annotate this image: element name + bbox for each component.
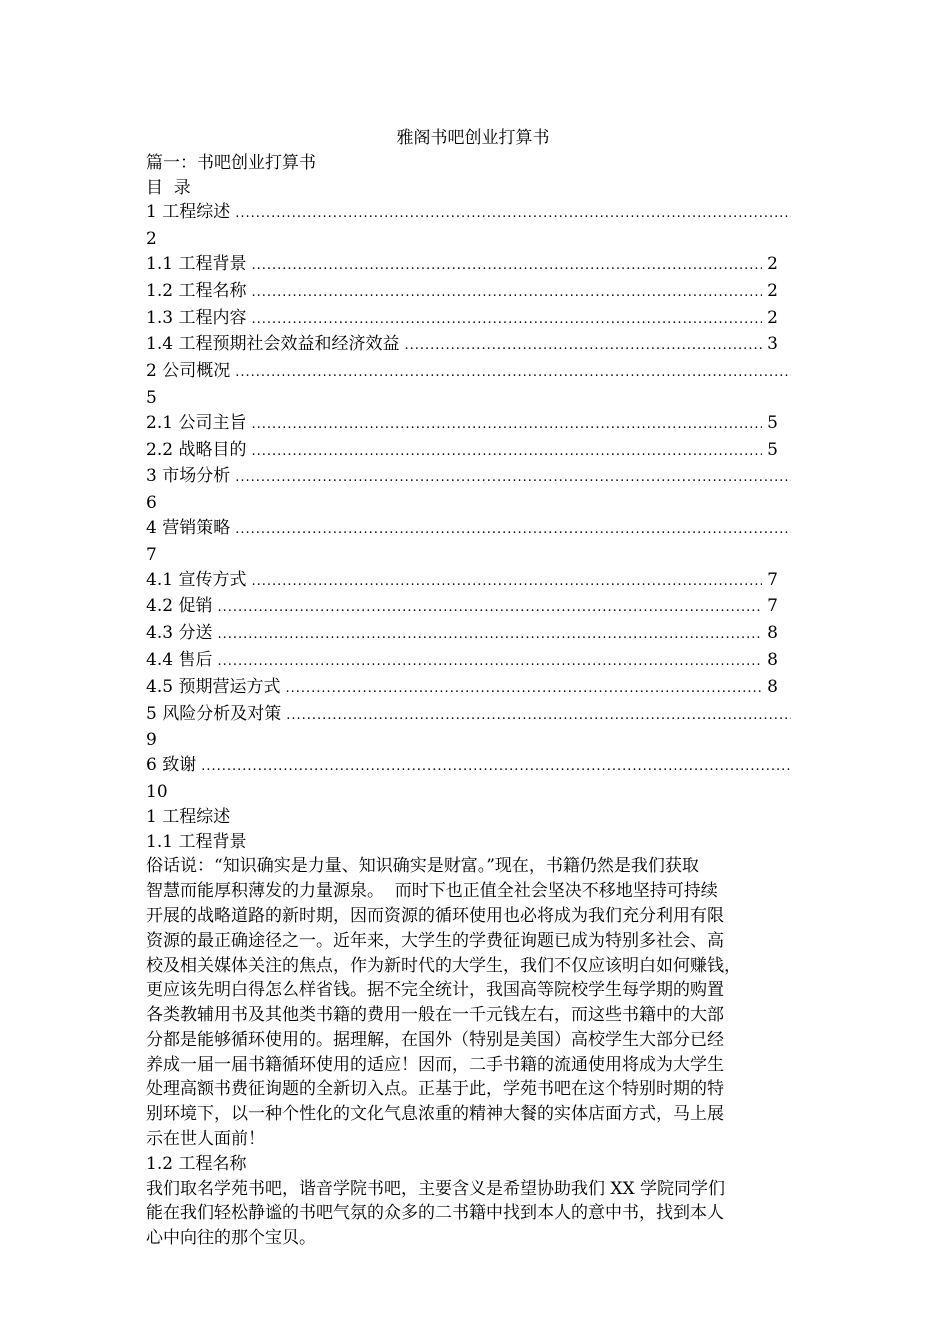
toc-leader-dots <box>235 466 791 491</box>
toc-entry[interactable] <box>146 332 778 359</box>
paragraph-line: 资源的最正确途径之一。近年来，大学生的学费征询题已成为特别多社会、高 <box>146 930 724 951</box>
toc-entry-page: 2 <box>767 280 778 301</box>
toc-entry[interactable] <box>146 675 778 702</box>
toc-entry-label: 1.3 工程内容 <box>146 307 247 328</box>
paragraph-line: 我们取名学苑书吧，谐音学院书吧，主要含义是希望协助我们 XX 学院同学们 <box>146 1178 726 1199</box>
toc-entry-label: 4.4 售后 <box>146 649 213 670</box>
toc-entry-label: 4.3 分送 <box>146 623 213 644</box>
toc-entry-label: 4.2 促销 <box>146 596 213 617</box>
paragraph-line: 各类教辅用书及其他类书籍的费用一般在一千元钱左右，而这些书籍中的大部 <box>146 1005 724 1026</box>
toc-entry[interactable] <box>146 621 778 648</box>
paragraph-line: 开展的战略道路的新时期，因而资源的循环使用也必将成为我们充分利用有限 <box>146 905 724 926</box>
toc-entry-label: 3 市场分析 <box>146 466 231 487</box>
toc-entry[interactable] <box>146 438 778 465</box>
paragraph-line: 心中向往的那个宝贝。 <box>146 1228 316 1249</box>
toc-entry-label: 6 致谢 <box>146 755 197 776</box>
toc-leader-dots <box>235 202 791 227</box>
toc-entry-page: 8 <box>767 676 778 697</box>
document-title: 雅阁书吧创业打算书 <box>396 128 550 148</box>
toc-entry-page: 2 <box>767 253 778 274</box>
section-heading: 篇一：书吧创业打算书 <box>146 152 316 173</box>
toc-entry-page: 10 <box>146 781 168 802</box>
toc-entry[interactable] <box>146 464 796 491</box>
toc-entry-page: 2 <box>767 307 778 328</box>
paragraph-line: 示在世人面前！ <box>146 1129 265 1150</box>
toc-entry-label: 1.4 工程预期社会效益和经济效益 <box>146 334 400 355</box>
toc-leader-dots <box>235 518 791 543</box>
paragraph-line: 养成一届一届书籍循环使用的适应！因而，二手书籍的流通使用将成为大学生 <box>146 1054 724 1075</box>
toc-leader-dots <box>251 281 762 306</box>
toc-entry-label: 4.5 预期营运方式 <box>146 676 281 697</box>
paragraph-line: 智慧而能厚积薄发的力量源泉。 而时下也正值全社会坚决不移地坚持可持续 <box>146 881 718 902</box>
toc-entry[interactable] <box>146 753 796 780</box>
paragraph-line: 更应该先明白得怎么样省钱。据不完全统计，我国高等院校学生每学期的购置 <box>146 980 724 1001</box>
toc-entry[interactable] <box>146 516 796 543</box>
paragraph-line: 校及相关媒体关注的焦点，作为新时代的大学生，我们不仅应该明白如何赚钱， <box>146 955 741 976</box>
toc-leader-dots <box>251 440 762 465</box>
toc-entry-label: 2.2 战略目的 <box>146 439 247 460</box>
toc-entry-page: 8 <box>767 623 778 644</box>
toc-leader-dots <box>251 308 762 333</box>
toc-entry-page: 5 <box>767 439 778 460</box>
toc-entry-page: 6 <box>146 493 157 514</box>
toc-leader-dots <box>217 623 762 648</box>
toc-entry-page: 7 <box>767 596 778 617</box>
heading-1-2: 1.2 工程名称 <box>146 1153 247 1174</box>
toc-heading: 目 录 <box>146 177 191 198</box>
toc-entry[interactable] <box>146 411 778 438</box>
toc-leader-dots <box>251 570 762 595</box>
toc-entry-page: 7 <box>767 569 778 590</box>
toc-entry[interactable] <box>146 200 796 227</box>
paragraph-project-name <box>146 1177 802 1251</box>
toc-entry-page: 8 <box>767 649 778 670</box>
toc-entry-page: 2 <box>146 229 157 250</box>
toc-entry-page: 5 <box>146 387 157 408</box>
toc-entry-page: 7 <box>146 544 157 565</box>
toc-leader-dots <box>251 413 762 438</box>
toc-entry-page: 3 <box>767 334 778 355</box>
toc-entry[interactable] <box>146 252 778 279</box>
toc-entry-label: 2 公司概况 <box>146 361 231 382</box>
toc-leader-dots <box>201 755 791 780</box>
toc-entry[interactable] <box>146 648 778 675</box>
heading-1: 1 工程综述 <box>146 806 231 827</box>
toc-leader-dots <box>404 334 762 359</box>
toc-entry[interactable] <box>146 568 778 595</box>
toc-entry-label: 1.1 工程背景 <box>146 253 247 274</box>
toc-entry-label: 4 营销策略 <box>146 517 231 538</box>
toc-entry-label: 1.2 工程名称 <box>146 280 247 301</box>
paragraph-line: 俗话说：“知识确实是力量、知识确实是财富。”现在，书籍仍然是我们获取 <box>146 856 699 877</box>
paragraph-line: 分都是能够循环使用的。据理解，在国外（特别是美国）高校学生大部分已经 <box>146 1029 724 1050</box>
heading-1-1: 1.1 工程背景 <box>146 831 247 852</box>
toc-leader-dots <box>217 596 762 621</box>
toc-entry[interactable] <box>146 306 778 333</box>
toc-entry-page: 5 <box>767 412 778 433</box>
paragraph-line: 别环境下，以一种个性化的文化气息浓重的精神大餐的实体店面方式，马上展 <box>146 1104 724 1125</box>
toc-leader-dots <box>235 361 791 386</box>
toc-entry-label: 1 工程综述 <box>146 202 231 223</box>
toc-entry[interactable] <box>146 702 796 729</box>
toc-leader-dots <box>286 704 791 729</box>
toc-entry-label: 5 风险分析及对策 <box>146 703 282 724</box>
toc-entry[interactable] <box>146 279 778 306</box>
toc-leader-dots <box>285 677 762 702</box>
toc-entry-page: 9 <box>146 730 157 751</box>
toc-entry[interactable] <box>146 594 778 621</box>
toc-leader-dots <box>217 650 762 675</box>
table-of-contents <box>146 200 806 804</box>
toc-leader-dots <box>251 254 762 279</box>
toc-entry[interactable] <box>146 359 796 386</box>
toc-entry-label: 2.1 公司主旨 <box>146 412 247 433</box>
paragraph-line: 处理高额书费征询题的全新切入点。正基于此，学苑书吧在这个特别时期的特 <box>146 1079 724 1100</box>
paragraph-line: 能在我们轻松静谧的书吧气氛的众多的二书籍中找到本人的意中书，找到本人 <box>146 1203 724 1224</box>
document-content <box>146 126 806 1251</box>
toc-entry-label: 4.1 宣传方式 <box>146 569 247 590</box>
paragraph-background <box>146 854 802 1152</box>
